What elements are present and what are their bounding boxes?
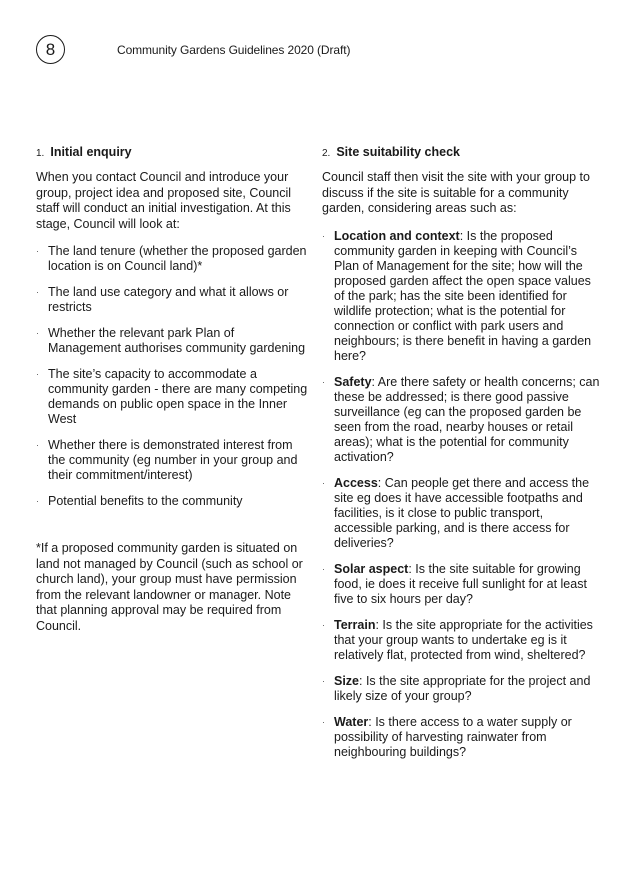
bullet-icon: · bbox=[322, 230, 325, 241]
list-item bbox=[36, 494, 310, 509]
list-item-text: Potential benefits to the community bbox=[48, 494, 243, 508]
list-item-text: The site’s capacity to accommodate a community garden - there are many competing demands on public open space in the Inner West bbox=[48, 367, 308, 426]
suitability-list bbox=[322, 229, 600, 760]
bullet-icon: · bbox=[36, 440, 39, 450]
section-number: 2. bbox=[322, 148, 331, 159]
bullet-icon: · bbox=[36, 246, 39, 256]
bullet-icon: · bbox=[36, 287, 39, 297]
section-intro: When you contact Council and introduce your group, project idea and proposed site, Council staff will conduct an initial investigation. At this stage, Council will look at: bbox=[36, 170, 292, 231]
page-number: 8 bbox=[36, 35, 65, 64]
section-number: 1. bbox=[36, 148, 45, 159]
criterion-term: Location and context bbox=[334, 228, 460, 243]
bullet-icon: · bbox=[322, 477, 325, 488]
list-item-text: Whether the relevant park Plan of Management authorises community gardening bbox=[48, 326, 306, 355]
criterion-text: : Is there access to a water supply or possibility of harvesting rainwater from neighbouring buildings? bbox=[334, 714, 572, 759]
list-item bbox=[36, 438, 310, 483]
running-header: Community Gardens Guidelines 2020 (Draft) bbox=[117, 43, 351, 57]
site-suitability-section bbox=[322, 145, 600, 771]
criterion-text: : Are there safety or health concerns; can these be addressed; is there good passive surveillance (eg can the proposed garden be seen from the road, nearby houses or retail areas); what is the potential for community activation? bbox=[334, 374, 600, 464]
enquiry-list bbox=[36, 244, 310, 509]
list-item-text: The land tenure (whether the proposed garden location is on Council land)* bbox=[48, 244, 307, 273]
list-item-text: The land use category and what it allows or restricts bbox=[48, 285, 289, 314]
criterion-term: Size bbox=[334, 673, 360, 688]
criterion-term: Access bbox=[334, 475, 378, 490]
footnote: *If a proposed community garden is situated on land not managed by Council (such as school or church land), your group must have permission from the relevant landowner or manager. Note that planning approval may be required from Council. bbox=[36, 541, 303, 633]
list-item bbox=[322, 562, 600, 607]
criterion-text: : Is the site appropriate for the activities that your group wants to undertake eg is it relatively flat, protected from wind, sheltered? bbox=[334, 617, 593, 662]
list-item bbox=[322, 476, 600, 551]
list-item bbox=[322, 618, 600, 663]
section-intro: Council staff then visit the site with your group to discuss if the site is suitable for a community garden, considering areas such as: bbox=[322, 170, 590, 215]
bullet-icon: · bbox=[322, 675, 325, 686]
initial-enquiry-section bbox=[36, 145, 310, 647]
criterion-text: : Can people get there and access the site eg does it have accessible footpaths and facilities, is it close to public transport, accessible parking, and is there access for deliveries? bbox=[334, 475, 590, 550]
bullet-icon: · bbox=[36, 328, 39, 338]
criterion-term: Solar aspect bbox=[334, 561, 409, 576]
list-item bbox=[322, 674, 600, 704]
criterion-text: : Is the proposed community garden in keeping with Council’s Plan of Management for the site; how will the proposed garden affect the open space values of the park; has the site been identified for wildlife protection; what is the potential for connection or conflict with park users and neighbours; is there benefit in having a garden here? bbox=[334, 228, 592, 363]
list-item bbox=[322, 375, 600, 465]
section-heading-site-suitability bbox=[322, 145, 600, 161]
criterion-term: Safety bbox=[334, 374, 372, 389]
criterion-text: : Is the site appropriate for the project and likely size of your group? bbox=[334, 673, 591, 703]
list-item bbox=[322, 715, 600, 760]
criterion-term: Water bbox=[334, 714, 369, 729]
bullet-icon: · bbox=[322, 716, 325, 727]
criterion-term: Terrain bbox=[334, 617, 376, 632]
section-title: Initial enquiry bbox=[50, 145, 132, 159]
bullet-icon: · bbox=[322, 619, 325, 630]
section-title: Site suitability check bbox=[336, 145, 461, 159]
list-item bbox=[36, 367, 310, 427]
list-item bbox=[36, 285, 310, 315]
bullet-icon: · bbox=[322, 376, 325, 387]
list-item bbox=[36, 244, 310, 274]
criterion-text: : Is the site suitable for growing food, ie does it receive full sunlight for at least five to six hours per day? bbox=[334, 561, 587, 606]
section-heading-initial-enquiry bbox=[36, 145, 310, 161]
bullet-icon: · bbox=[322, 563, 325, 574]
list-item bbox=[322, 229, 600, 364]
list-item bbox=[36, 326, 310, 356]
bullet-icon: · bbox=[36, 496, 39, 506]
bullet-icon: · bbox=[36, 369, 39, 379]
list-item-text: Whether there is demonstrated interest from the community (eg number in your group and their commitment/interest) bbox=[48, 438, 298, 482]
